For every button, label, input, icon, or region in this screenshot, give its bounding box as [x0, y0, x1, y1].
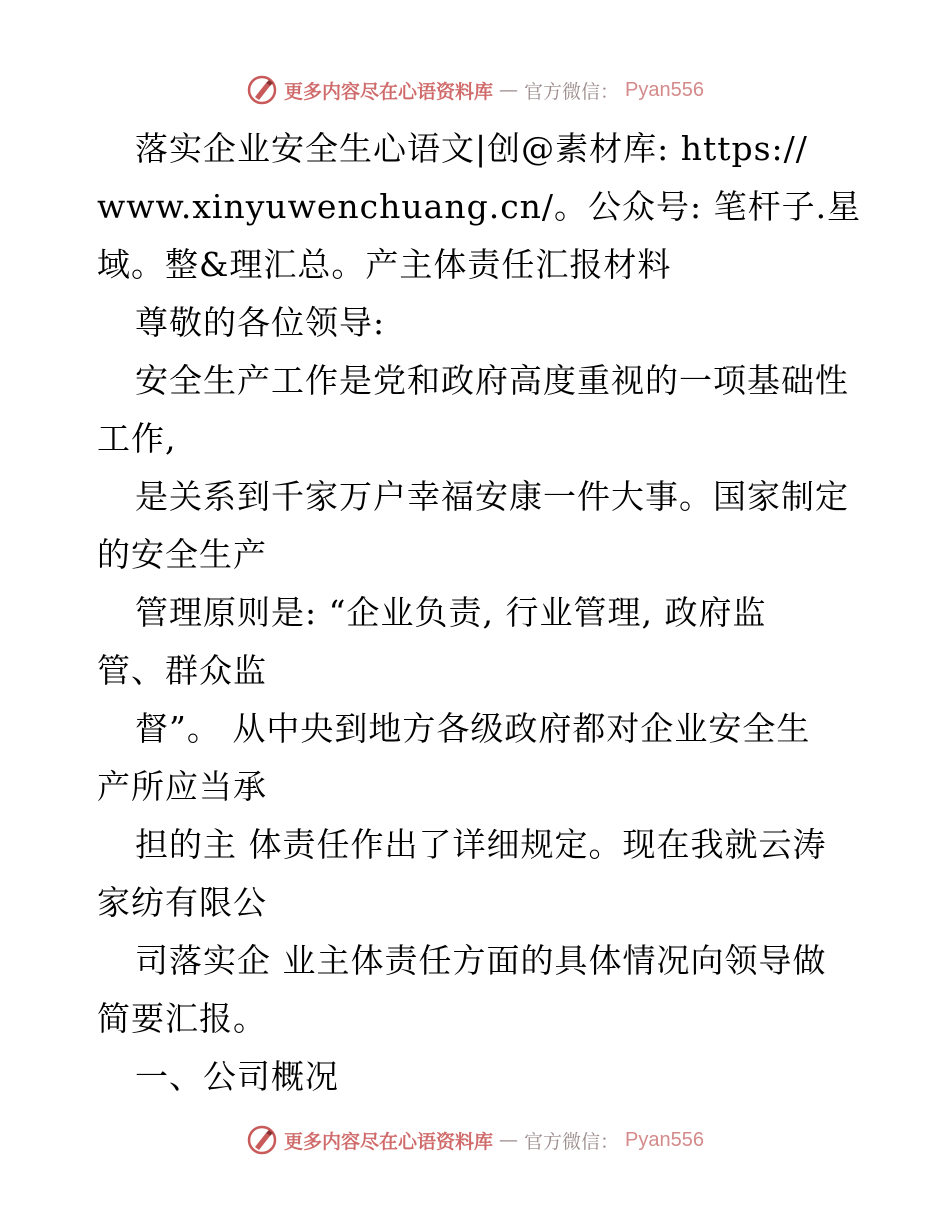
header-banner-dash: — — [499, 79, 519, 101]
body-line: 简要汇报。 — [97, 999, 267, 1038]
body-line: 管理原则是: “企业负责, 行业管理, 政府监 — [135, 593, 767, 632]
body-line: 督”。 从中央到地方各级政府都对企业安全生 — [135, 709, 811, 748]
footer-banner-main: 更多内容尽在心语资料库 — [284, 1130, 494, 1153]
footer-banner-id: Pyan556 — [625, 1128, 704, 1151]
footer-banner — [0, 1120, 950, 1160]
pen-logo-icon — [246, 1124, 278, 1156]
body-line: 担的主 体责任作出了详细规定。现在我就云涛 — [135, 825, 827, 864]
body-line: 产所应当承 — [97, 767, 267, 806]
footer-banner-sub: 官方微信： — [524, 1130, 620, 1153]
pen-logo-icon — [246, 74, 278, 106]
body-line: 管、群众监 — [97, 651, 267, 690]
header-banner-main: 更多内容尽在心语资料库 — [284, 80, 494, 103]
body-line: 的安全生产 — [97, 535, 267, 574]
section-heading: 一、公司概况 — [135, 1057, 339, 1096]
body-line: 落实企业安全生心语文|创@素材库: https:// — [135, 129, 808, 168]
body-line: 是关系到千家万户幸福安康一件大事。国家制定 — [135, 477, 849, 516]
body-line: 家纺有限公 — [97, 883, 267, 922]
body-line: 安全生产工作是党和政府高度重视的一项基础性 — [135, 361, 849, 400]
body-line: www.xinyuwenchuang.cn/。公众号: 笔杆子.星 — [97, 187, 862, 226]
body-line: 司落实企 业主体责任方面的具体情况向领导做 — [135, 941, 827, 980]
header-banner-id: Pyan556 — [625, 78, 704, 101]
body-line: 尊敬的各位领导: — [135, 303, 386, 342]
header-banner-sub: 官方微信： — [524, 80, 620, 103]
body-line: 工作, — [97, 419, 177, 458]
body-line: 域。整&理汇总。产主体责任汇报材料 — [97, 245, 672, 284]
document-body — [97, 120, 862, 1106]
header-banner — [0, 70, 950, 110]
footer-banner-dash: — — [499, 1129, 519, 1151]
